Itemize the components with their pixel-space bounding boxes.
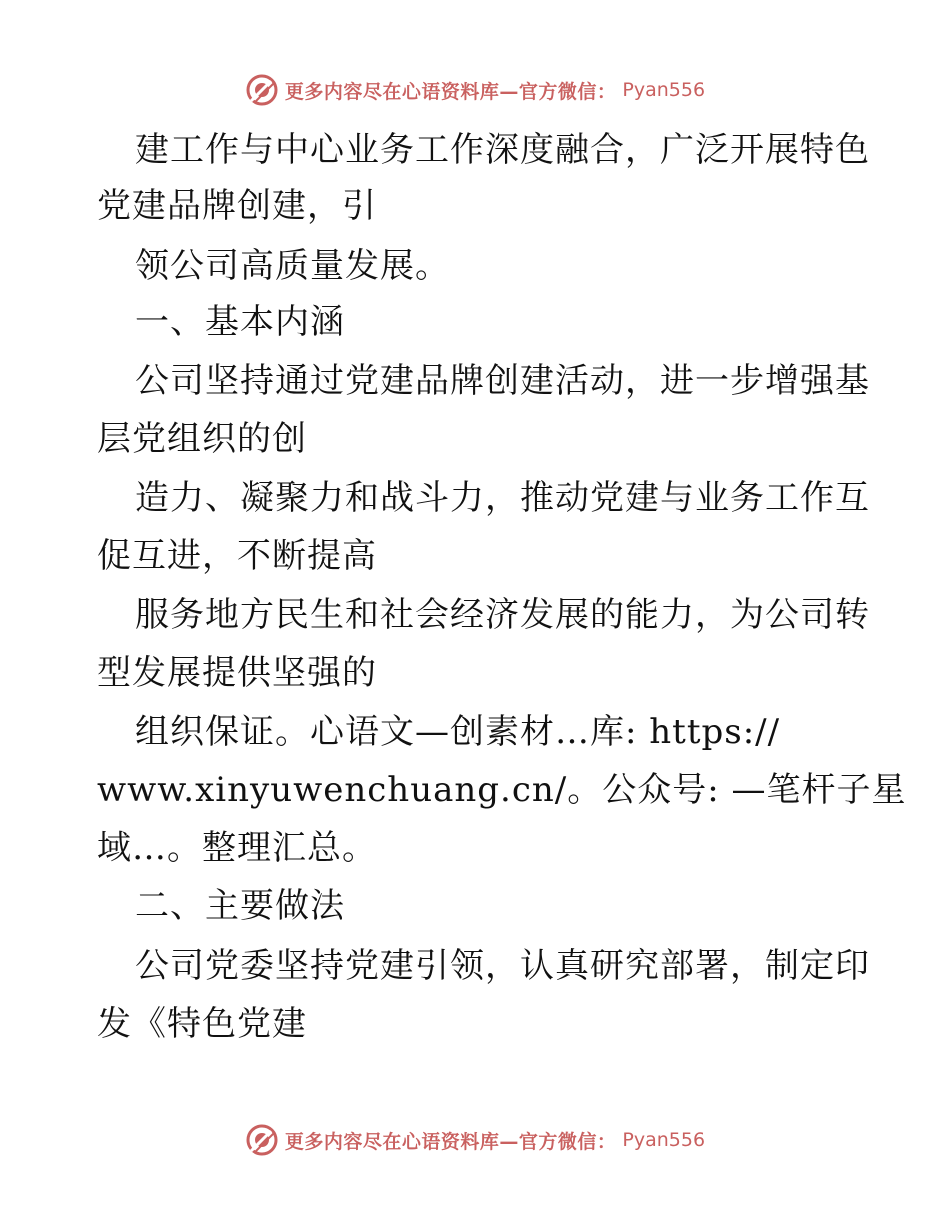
body-line: 域…。整理汇总。 [97,828,377,868]
header-banner [0,70,950,110]
body-line: 公司党委坚持党建引领，认真研究部署，制定印 [135,946,870,986]
body-line: 领公司高质量发展。 [135,246,450,286]
body-line: 组织保证。心语文—创素材…库: https:// [135,712,781,752]
body-line: 发《特色党建 [97,1004,307,1044]
section-heading: 一、基本内涵 [135,302,345,342]
red-seal-logo-icon [245,1123,279,1157]
header-banner-wechat-id: Pyan556 [622,79,706,101]
body-line: 造力、凝聚力和战斗力，推动党建与业务工作互 [135,478,870,518]
body-line: 建工作与中心业务工作深度融合，广泛开展特色 [135,130,870,170]
body-line: 公司坚持通过党建品牌创建活动，进一步增强基 [135,361,870,401]
body-line: 层党组织的创 [97,419,307,459]
body-line: www.xinyuwenchuang.cn/。公众号: —笔杆子星 [97,770,907,810]
body-line: 型发展提供坚强的 [97,653,377,693]
footer-banner [0,1120,950,1160]
footer-banner-wechat-id: Pyan556 [622,1129,706,1151]
footer-banner-text: 更多内容尽在心语资料库—官方微信： [284,1130,617,1153]
body-line: 服务地方民生和社会经济发展的能力，为公司转 [135,595,870,635]
header-banner-text: 更多内容尽在心语资料库—官方微信： [284,80,617,103]
red-seal-logo-icon [245,73,279,107]
body-line: 促互进，不断提高 [97,536,377,576]
section-heading: 二、主要做法 [135,886,345,926]
body-line: 党建品牌创建，引 [97,186,377,226]
